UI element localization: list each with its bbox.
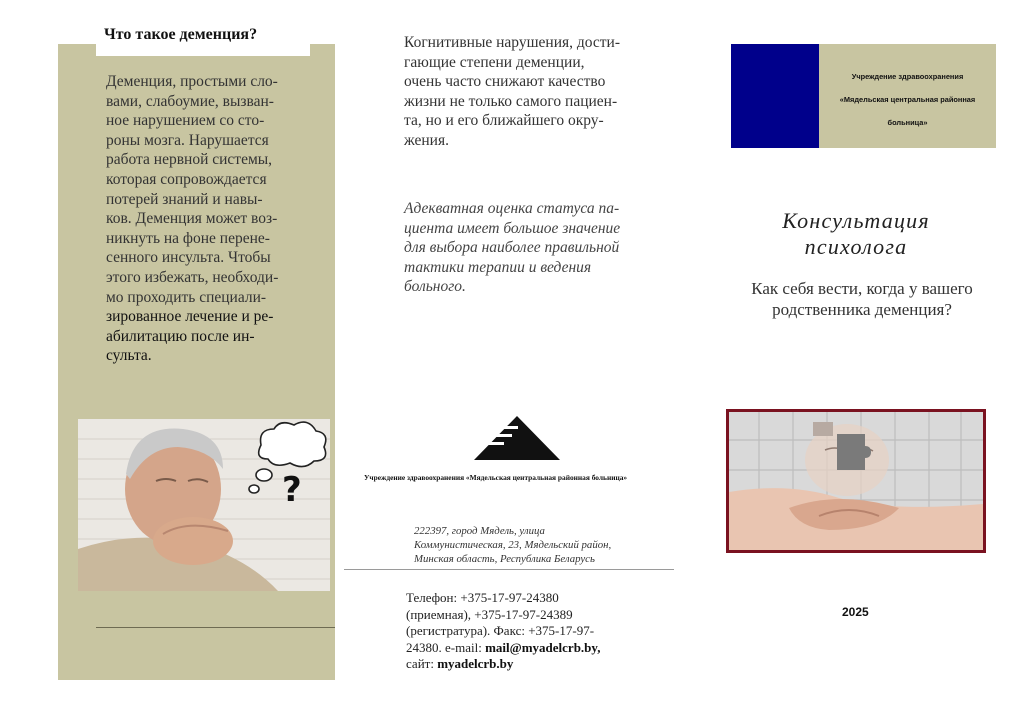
body-line: потерей знаний и навы-: [106, 190, 263, 208]
site-prefix: сайт:: [406, 656, 438, 671]
puzzle-hands-image: [729, 412, 983, 550]
text-line: Адекватная оценка статуса па-: [404, 200, 620, 217]
email-prefix: 24380. e-mail:: [406, 639, 486, 655]
blue-block: [731, 44, 819, 148]
phone-line: Телефон: +375-17-97-24380: [406, 590, 559, 605]
email-line: [406, 640, 636, 657]
subtitle-line: Как себя вести, когда у вашего: [751, 279, 973, 298]
body-line: зированное лечение и ре-: [106, 308, 274, 326]
left-title: Что такое деменция?: [104, 26, 258, 43]
hospital-logo-icon: [474, 416, 560, 460]
body-line: Деменция, простыми сло-: [106, 73, 278, 90]
elderly-man-photo: [78, 419, 330, 591]
text-line: Когнитивные нарушения, дости-: [404, 34, 621, 51]
body-line: работа нервной системы,: [106, 151, 273, 169]
text-line: очень часто снижают качество: [404, 73, 606, 91]
org-line: больница»: [887, 118, 928, 127]
text-line: тактики терапии и ведения: [404, 258, 592, 276]
address-line: Минская область, Республика Беларусь: [414, 553, 595, 565]
text-line: больного.: [404, 278, 466, 296]
svg-text:?: ?: [282, 470, 302, 510]
body-line: никнуть на фоне перене-: [106, 229, 270, 247]
body-line: сульта.: [106, 347, 152, 365]
puzzle-hands-photo: [726, 409, 986, 553]
address-line: 222397, город Мядель, улица: [414, 525, 545, 537]
site-line: [406, 656, 636, 673]
org-name-middle: Учреждение здравоохранения «Мядельская центральная районная больница»: [364, 473, 628, 482]
text-line: жизни не только самого пациен-: [404, 92, 618, 110]
dementia-description: [106, 72, 302, 366]
body-line: мо проходить специали-: [106, 288, 267, 306]
brochure-title: Консультация психолога: [782, 208, 930, 259]
subtitle-line: родственника деменция?: [772, 300, 952, 319]
email-link[interactable]: mail@myadelcrb.by,: [485, 639, 601, 655]
body-line: ное нарушением со сто-: [106, 112, 265, 130]
brochure-subtitle: [728, 278, 996, 320]
year-label: 2025: [842, 605, 869, 619]
text-line: та, но и его ближайшего окру-: [404, 112, 604, 130]
text-line: жения.: [404, 131, 449, 149]
org-line: Учреждение здравоохранения: [851, 72, 964, 81]
cognitive-impairment-paragraph: [404, 33, 642, 151]
elderly-man-illustration: [78, 419, 330, 591]
left-divider-line: [96, 627, 335, 628]
body-line: ков. Деменция может воз-: [106, 210, 278, 228]
body-line: абилитацию после ин-: [106, 327, 255, 345]
address-line: Коммунистическая, 23, Мядельский район,: [414, 539, 612, 551]
assessment-paragraph: [404, 199, 644, 297]
body-line: сенного инсульта. Чтобы: [106, 249, 271, 267]
fax-line: (регистратура). Факс: +375-17-97-: [406, 623, 595, 638]
body-line: роны мозга. Нарушается: [106, 131, 269, 149]
text-line: гающие степени деменции,: [404, 53, 585, 71]
text-line: для выбора наиболее правильной: [404, 239, 620, 257]
phone-line: (приемная), +375-17-97-24389: [406, 606, 573, 622]
address-block: [414, 524, 654, 566]
org-name-right: [819, 70, 996, 139]
contacts-block: [406, 590, 636, 673]
body-line: вами, слабоумие, вызван-: [106, 92, 274, 110]
body-line: этого избежать, необходи-: [106, 268, 279, 286]
text-line: циента имеет большое значение: [404, 219, 621, 237]
middle-divider-line: [344, 569, 674, 570]
site-link[interactable]: myadelcrb.by: [437, 656, 514, 671]
org-line: «Мядельская центральная районная: [839, 95, 976, 104]
body-line: которая сопровождается: [106, 170, 267, 188]
